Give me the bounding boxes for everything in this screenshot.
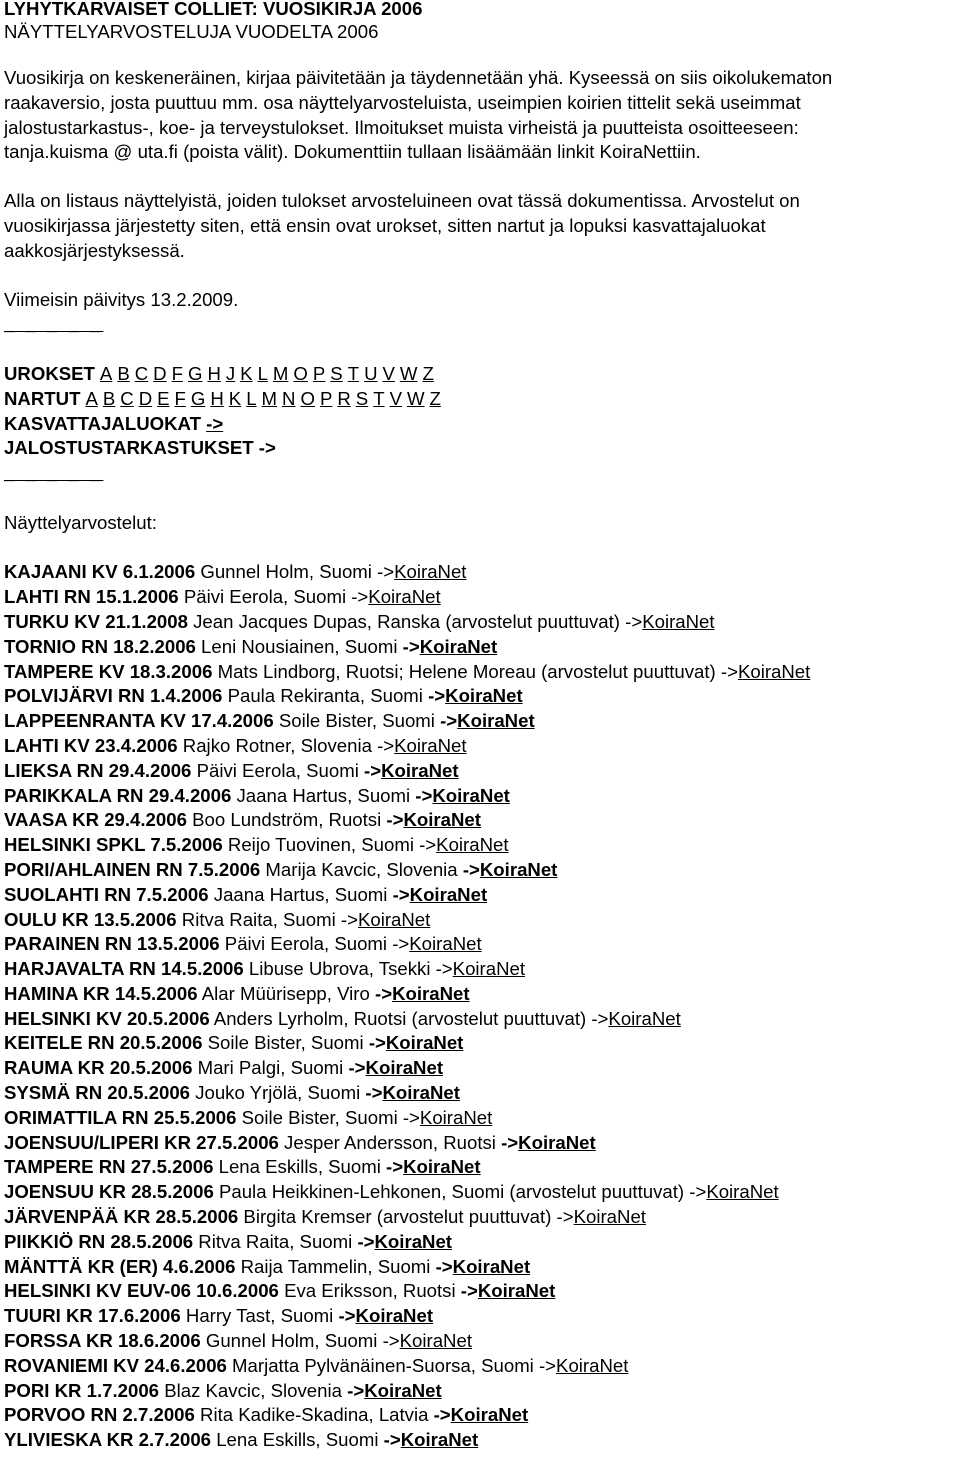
koiranet-link[interactable]: KoiraNet — [355, 1305, 434, 1327]
show-location-date: FORSSA KR 18.6.2006 — [4, 1330, 201, 1352]
nartut-letter-f[interactable]: F — [174, 387, 186, 409]
arrow-text: -> — [357, 1230, 375, 1252]
koiranet-link[interactable]: KoiraNet — [365, 1057, 444, 1079]
urokset-letter-b[interactable]: B — [117, 362, 130, 384]
show-row — [4, 1403, 956, 1428]
koiranet-link[interactable]: KoiraNet — [382, 1082, 460, 1104]
show-judge: Harry Tast, Suomi — [180, 1305, 339, 1327]
arrow-text: -> — [428, 685, 446, 707]
urokset-letter-v[interactable]: V — [382, 362, 395, 384]
show-judge: Reijo Tuovinen, Suomi -> — [222, 834, 437, 856]
show-row — [4, 585, 956, 610]
show-row — [4, 684, 956, 709]
koiranet-link[interactable]: KoiraNet — [556, 1354, 629, 1376]
koiranet-link[interactable]: KoiraNet — [452, 958, 526, 980]
koiranet-link[interactable]: KoiraNet — [403, 1156, 481, 1178]
urokset-letter-g[interactable]: G — [187, 362, 203, 384]
show-judge: Paula Rekiranta, Suomi — [222, 685, 429, 707]
nartut-letter-b[interactable]: B — [102, 387, 116, 409]
show-row — [4, 1155, 956, 1180]
index-jalostus: JALOSTUSTARKASTUKSET -> — [4, 437, 276, 459]
koiranet-link[interactable]: KoiraNet — [409, 883, 488, 905]
koiranet-link[interactable]: KoiraNet — [392, 982, 470, 1004]
arrow-text: -> — [364, 759, 382, 781]
show-row — [4, 1354, 956, 1379]
separator: _ _ _ _ _ — [4, 462, 104, 484]
show-row — [4, 759, 956, 784]
koiranet-link[interactable]: KoiraNet — [357, 908, 431, 930]
show-judge: Päivi Eerola, Suomi — [191, 759, 364, 781]
urokset-letter-s[interactable]: S — [330, 362, 343, 384]
show-judge: Blaz Kavcic, Slovenia — [159, 1379, 348, 1401]
intro-line: tanja.kuisma @ uta.fi (poista välit). Dokumenttiin tullaan lisäämään linkit KoiraNettiin. — [4, 141, 701, 163]
show-judge: Raija Tammelin, Suomi — [235, 1255, 436, 1277]
shows-heading: Näyttelyarvostelut: — [4, 511, 157, 533]
show-judge: Rajko Rotner, Slovenia -> — [177, 734, 395, 756]
koiranet-link[interactable]: KoiraNet — [381, 759, 459, 781]
show-location-date: PORI KR 1.7.2006 — [4, 1379, 160, 1401]
intro-line: jalostustarkastus-, koe- ja terveystulokset. Ilmoitukset muista virheistä ja puutteista osoitteeseen: — [4, 116, 799, 138]
show-judge: Gunnel Holm, Suomi -> — [200, 1330, 400, 1352]
show-judge: Gunnel Holm, Suomi -> — [195, 561, 395, 583]
show-location-date: LAHTI KV 23.4.2006 — [4, 734, 178, 756]
show-location-date: KAJAANI KV 6.1.2006 — [4, 561, 196, 583]
show-row — [4, 1205, 956, 1230]
show-judge: Eva Eriksson, Ruotsi — [278, 1280, 461, 1302]
show-row — [4, 957, 956, 982]
koiranet-link[interactable]: KoiraNet — [432, 784, 510, 806]
last-updated: Viimeisin päivitys 13.2.2009. — [4, 288, 239, 310]
index-nartut-label: NARTUT — [4, 387, 81, 409]
index-kasvattaja-label: KASVATTAJALUOKAT — [4, 412, 201, 434]
nartut-letter-k[interactable]: K — [228, 387, 242, 409]
show-row — [4, 1379, 956, 1404]
urokset-letter-l[interactable]: L — [257, 362, 268, 384]
arrow-text: -> — [348, 1057, 366, 1079]
show-location-date: TORNIO RN 18.2.2006 — [4, 635, 196, 657]
show-row — [4, 610, 956, 635]
show-location-date: HELSINKI KV EUV-06 10.6.2006 — [4, 1280, 279, 1302]
koiranet-link[interactable]: KoiraNet — [394, 734, 467, 756]
show-row — [4, 560, 956, 585]
nartut-letter-o[interactable]: O — [300, 387, 315, 409]
koiranet-link[interactable]: KoiraNet — [403, 809, 481, 831]
spacer — [4, 536, 956, 561]
document-subtitle: NÄYTTELYARVOSTELUJA VUODELTA 2006 — [4, 21, 379, 42]
show-location-date: HAMINA KR 14.5.2006 — [4, 982, 198, 1004]
show-location-date: HARJAVALTA RN 14.5.2006 — [4, 958, 244, 980]
show-judge: Paula Heikkinen-Lehkonen, Suomi (arvostelut puuttuvat) -> — [213, 1181, 707, 1203]
show-row — [4, 635, 956, 660]
show-location-date: KEITELE RN 20.5.2006 — [4, 1032, 203, 1054]
nartut-letter-l[interactable]: L — [246, 387, 257, 409]
arrangement-line: Alla on listaus näyttelyistä, joiden tulokset arvosteluineen ovat tässä dokumentissa. Arvostelut on — [4, 190, 800, 212]
show-judge: Lena Eskills, Suomi — [211, 1429, 384, 1451]
urokset-letter-a[interactable]: A — [99, 362, 113, 384]
arrow-text: -> — [462, 858, 480, 880]
nartut-letter-c[interactable]: C — [120, 387, 134, 409]
show-judge: Ritva Raita, Suomi -> — [176, 908, 358, 930]
arrow-text: -> — [460, 1280, 478, 1302]
urokset-letter-t[interactable]: T — [347, 362, 360, 384]
nartut-letter-h[interactable]: H — [210, 387, 224, 409]
koiranet-link[interactable]: KoiraNet — [419, 635, 498, 657]
koiranet-link[interactable]: KoiraNet — [642, 610, 715, 632]
show-row — [4, 734, 956, 759]
show-row — [4, 660, 956, 685]
urokset-letter-p[interactable]: P — [312, 362, 326, 384]
koiranet-link[interactable]: KoiraNet — [419, 1106, 493, 1128]
show-judge: Alar Müürisepp, Viro — [197, 982, 376, 1004]
shows-list — [4, 560, 956, 1453]
show-judge: Marija Kavcic, Slovenia — [260, 858, 463, 880]
show-row — [4, 908, 956, 933]
show-judge: Rita Kadike-Skadina, Latvia — [194, 1404, 434, 1426]
show-location-date: LIEKSA RN 29.4.2006 — [4, 759, 192, 781]
show-location-date: ROVANIEMI KV 24.6.2006 — [4, 1354, 227, 1376]
show-judge: Ritva Raita, Suomi — [193, 1230, 358, 1252]
index-nartut — [4, 387, 956, 412]
show-row — [4, 808, 956, 833]
show-location-date: OULU KR 13.5.2006 — [4, 908, 177, 930]
show-judge: Anders Lyrholm, Ruotsi (arvostelut puuttuvat) -> — [209, 1007, 609, 1029]
urokset-letter-k[interactable]: K — [240, 362, 253, 384]
nartut-letter-a[interactable]: A — [85, 387, 98, 409]
show-row — [4, 1056, 956, 1081]
arrow-text: -> — [440, 710, 458, 732]
show-location-date: PARIKKALA RN 29.4.2006 — [4, 784, 232, 806]
arrangement-paragraph — [4, 189, 956, 263]
show-location-date: MÄNTTÄ KR (ER) 4.6.2006 — [4, 1255, 236, 1277]
show-location-date: SUOLAHTI RN 7.5.2006 — [4, 883, 209, 905]
koiranet-link[interactable]: KoiraNet — [364, 1379, 442, 1401]
show-judge: Mats Lindborg, Ruotsi; Helene Moreau (arvostelut puuttuvat) -> — [212, 660, 738, 682]
koiranet-link[interactable]: KoiraNet — [368, 586, 441, 608]
intro-line: raakaversio, josta puuttuu mm. osa näyttelyarvosteluista, useimpien koirien tittelit sekä useimmat — [4, 91, 801, 113]
urokset-letter-c[interactable]: C — [134, 362, 149, 384]
show-location-date: ORIMATTILA RN 25.5.2006 — [4, 1106, 237, 1128]
arrow-text: -> — [338, 1305, 356, 1327]
show-row — [4, 1279, 956, 1304]
show-location-date: PORI/AHLAINEN RN 7.5.2006 — [4, 858, 261, 880]
nartut-letter-v[interactable]: V — [389, 387, 402, 409]
koiranet-link[interactable]: KoiraNet — [737, 660, 811, 682]
show-judge: Marjatta Pylvänäinen-Suorsa, Suomi -> — [226, 1354, 557, 1376]
show-judge: Leni Nousiainen, Suomi — [195, 635, 403, 657]
show-row — [4, 709, 956, 734]
urokset-letter-u[interactable]: U — [364, 362, 378, 384]
arrow-text: -> — [383, 1429, 401, 1451]
koiranet-link[interactable]: KoiraNet — [450, 1404, 529, 1426]
arrow-text: -> — [433, 1404, 451, 1426]
show-location-date: VAASA KR 29.4.2006 — [4, 809, 187, 831]
show-judge: Päivi Eerola, Suomi -> — [219, 933, 410, 955]
show-location-date: TAMPERE KV 18.3.2006 — [4, 660, 213, 682]
arrow-text: -> — [415, 784, 433, 806]
arrow-text: -> — [386, 809, 404, 831]
show-row — [4, 1304, 956, 1329]
show-row — [4, 1106, 956, 1131]
nartut-letter-w[interactable]: W — [406, 387, 425, 409]
index-urokset — [4, 362, 956, 387]
arrangement-line: aakkosjärjestyksessä. — [4, 239, 185, 261]
show-row — [4, 1131, 956, 1156]
index-urokset-label: UROKSET — [4, 362, 95, 384]
show-location-date: POLVIJÄRVI RN 1.4.2006 — [4, 685, 223, 707]
koiranet-link[interactable]: KoiraNet — [608, 1007, 681, 1029]
show-judge: Päivi Eerola, Suomi -> — [178, 586, 369, 608]
show-location-date: TUURI KR 17.6.2006 — [4, 1305, 181, 1327]
show-judge: Lena Eskills, Suomi — [213, 1156, 387, 1178]
show-row — [4, 1230, 956, 1255]
show-judge: Mari Palgi, Suomi — [192, 1057, 349, 1079]
show-location-date: JOENSUU/LIPERI KR 27.5.2006 — [4, 1131, 279, 1153]
show-location-date: YLIVIESKA KR 2.7.2006 — [4, 1429, 212, 1451]
arrangement-line: vuosikirjassa järjestetty siten, että ensin ovat urokset, sitten nartut ja lopuksi kasvattajaluokat — [4, 214, 766, 236]
urokset-letter-h[interactable]: H — [207, 362, 221, 384]
intro-paragraph — [4, 66, 956, 165]
show-judge: Jean Jacques Dupas, Ranska (arvostelut puuttuvat) -> — [187, 610, 643, 632]
arrow-text: -> — [402, 635, 420, 657]
show-row — [4, 833, 956, 858]
koiranet-link[interactable]: KoiraNet — [445, 685, 523, 707]
arrow-text: -> — [347, 1379, 365, 1401]
show-judge: Soile Bister, Suomi -> — [236, 1106, 420, 1128]
show-location-date: JÄRVENPÄÄ KR 28.5.2006 — [4, 1206, 239, 1228]
koiranet-link[interactable]: KoiraNet — [518, 1131, 596, 1153]
koiranet-link[interactable]: KoiraNet — [477, 1280, 556, 1302]
urokset-letter-m[interactable]: M — [272, 362, 289, 384]
koiranet-link[interactable]: KoiraNet — [436, 834, 509, 856]
show-judge: Boo Lundström, Ruotsi — [186, 809, 387, 831]
show-row — [4, 858, 956, 883]
show-row — [4, 1031, 956, 1056]
koiranet-link[interactable]: KoiraNet — [374, 1230, 452, 1252]
koiranet-link[interactable]: KoiraNet — [399, 1330, 472, 1352]
arrow-text: -> — [386, 1156, 404, 1178]
show-location-date: HELSINKI SPKL 7.5.2006 — [4, 834, 223, 856]
show-row — [4, 1255, 956, 1280]
urokset-letter-f[interactable]: F — [171, 362, 183, 384]
koiranet-link[interactable]: KoiraNet — [706, 1181, 779, 1203]
show-location-date: PIIKKIÖ RN 28.5.2006 — [4, 1230, 194, 1252]
arrow-text: -> — [435, 1255, 453, 1277]
koiranet-link[interactable]: KoiraNet — [573, 1206, 646, 1228]
koiranet-link[interactable]: KoiraNet — [394, 561, 467, 583]
index-kasvattaja — [4, 412, 956, 437]
show-row — [4, 1329, 956, 1354]
show-judge: Soile Bister, Suomi — [202, 1032, 369, 1054]
arrow-text: -> — [501, 1131, 519, 1153]
show-location-date: PORVOO RN 2.7.2006 — [4, 1404, 195, 1426]
koiranet-link[interactable]: KoiraNet — [452, 1255, 531, 1277]
document-title: LYHYTKARVAISET COLLIET: VUOSIKIRJA 2006 — [4, 0, 423, 19]
kasvattaja-link[interactable]: -> — [206, 412, 224, 434]
intro-line: Vuosikirja on keskeneräinen, kirjaa päivitetään ja täydennetään yhä. Kyseessä on siis oikolukematon — [4, 67, 833, 88]
show-row — [4, 1007, 956, 1032]
nartut-letter-z[interactable]: Z — [429, 387, 441, 409]
show-location-date: SYSMÄ RN 20.5.2006 — [4, 1082, 191, 1104]
urokset-letter-o[interactable]: O — [293, 362, 308, 384]
urokset-letter-w[interactable]: W — [399, 362, 418, 384]
koiranet-link[interactable]: KoiraNet — [409, 933, 482, 955]
show-judge: Birgita Kremser (arvostelut puuttuvat) -> — [238, 1206, 574, 1228]
show-judge: Jaana Hartus, Suomi — [208, 883, 393, 905]
show-location-date: PARAINEN RN 13.5.2006 — [4, 933, 220, 955]
koiranet-link[interactable]: KoiraNet — [457, 710, 535, 732]
urokset-letter-z[interactable]: Z — [422, 362, 434, 384]
nartut-letter-t[interactable]: T — [373, 387, 385, 409]
show-location-date: HELSINKI KV 20.5.2006 — [4, 1007, 210, 1029]
show-judge: Soile Bister, Suomi — [273, 710, 441, 732]
show-row — [4, 1180, 956, 1205]
nartut-letter-s[interactable]: S — [355, 387, 369, 409]
show-location-date: LAPPEENRANTA KV 17.4.2006 — [4, 710, 274, 732]
show-row — [4, 883, 956, 908]
urokset-letter-j[interactable]: J — [225, 362, 236, 384]
nartut-letter-n[interactable]: N — [282, 387, 296, 409]
show-row — [4, 784, 956, 809]
show-location-date: TURKU KV 21.1.2008 — [4, 610, 188, 632]
koiranet-link[interactable]: KoiraNet — [479, 858, 558, 880]
show-location-date: RAUMA KR 20.5.2006 — [4, 1057, 193, 1079]
show-location-date: TAMPERE RN 27.5.2006 — [4, 1156, 214, 1178]
spacer — [4, 486, 956, 511]
nartut-letter-d[interactable]: D — [138, 387, 153, 409]
urokset-letter-d[interactable]: D — [153, 362, 167, 384]
nartut-letter-r[interactable]: R — [337, 387, 351, 409]
nartut-letter-g[interactable]: G — [190, 387, 206, 409]
nartut-letter-p[interactable]: P — [319, 387, 333, 409]
arrow-text: -> — [365, 1082, 383, 1104]
show-row — [4, 982, 956, 1007]
show-judge: Jaana Hartus, Suomi — [231, 784, 416, 806]
koiranet-link[interactable]: KoiraNet — [400, 1429, 479, 1451]
show-judge: Libuse Ubrova, Tsekki -> — [243, 958, 453, 980]
arrow-text: -> — [368, 1032, 386, 1054]
arrow-text: -> — [392, 883, 410, 905]
spacer — [4, 337, 956, 362]
nartut-letter-e[interactable]: E — [157, 387, 170, 409]
urokset-letter-links — [95, 363, 434, 384]
show-location-date: LAHTI RN 15.1.2006 — [4, 586, 179, 608]
show-judge: Jesper Andersson, Ruotsi — [278, 1131, 502, 1153]
show-row — [4, 1428, 956, 1453]
koiranet-link[interactable]: KoiraNet — [385, 1032, 464, 1054]
separator: _ _ _ _ _ — [4, 313, 104, 335]
show-location-date: JOENSUU KR 28.5.2006 — [4, 1181, 214, 1203]
show-row — [4, 1081, 956, 1106]
arrow-text: -> — [375, 982, 393, 1004]
nartut-letter-m[interactable]: M — [261, 387, 278, 409]
show-judge: Jouko Yrjölä, Suomi — [190, 1082, 366, 1104]
show-row — [4, 932, 956, 957]
nartut-letter-links — [80, 388, 440, 409]
